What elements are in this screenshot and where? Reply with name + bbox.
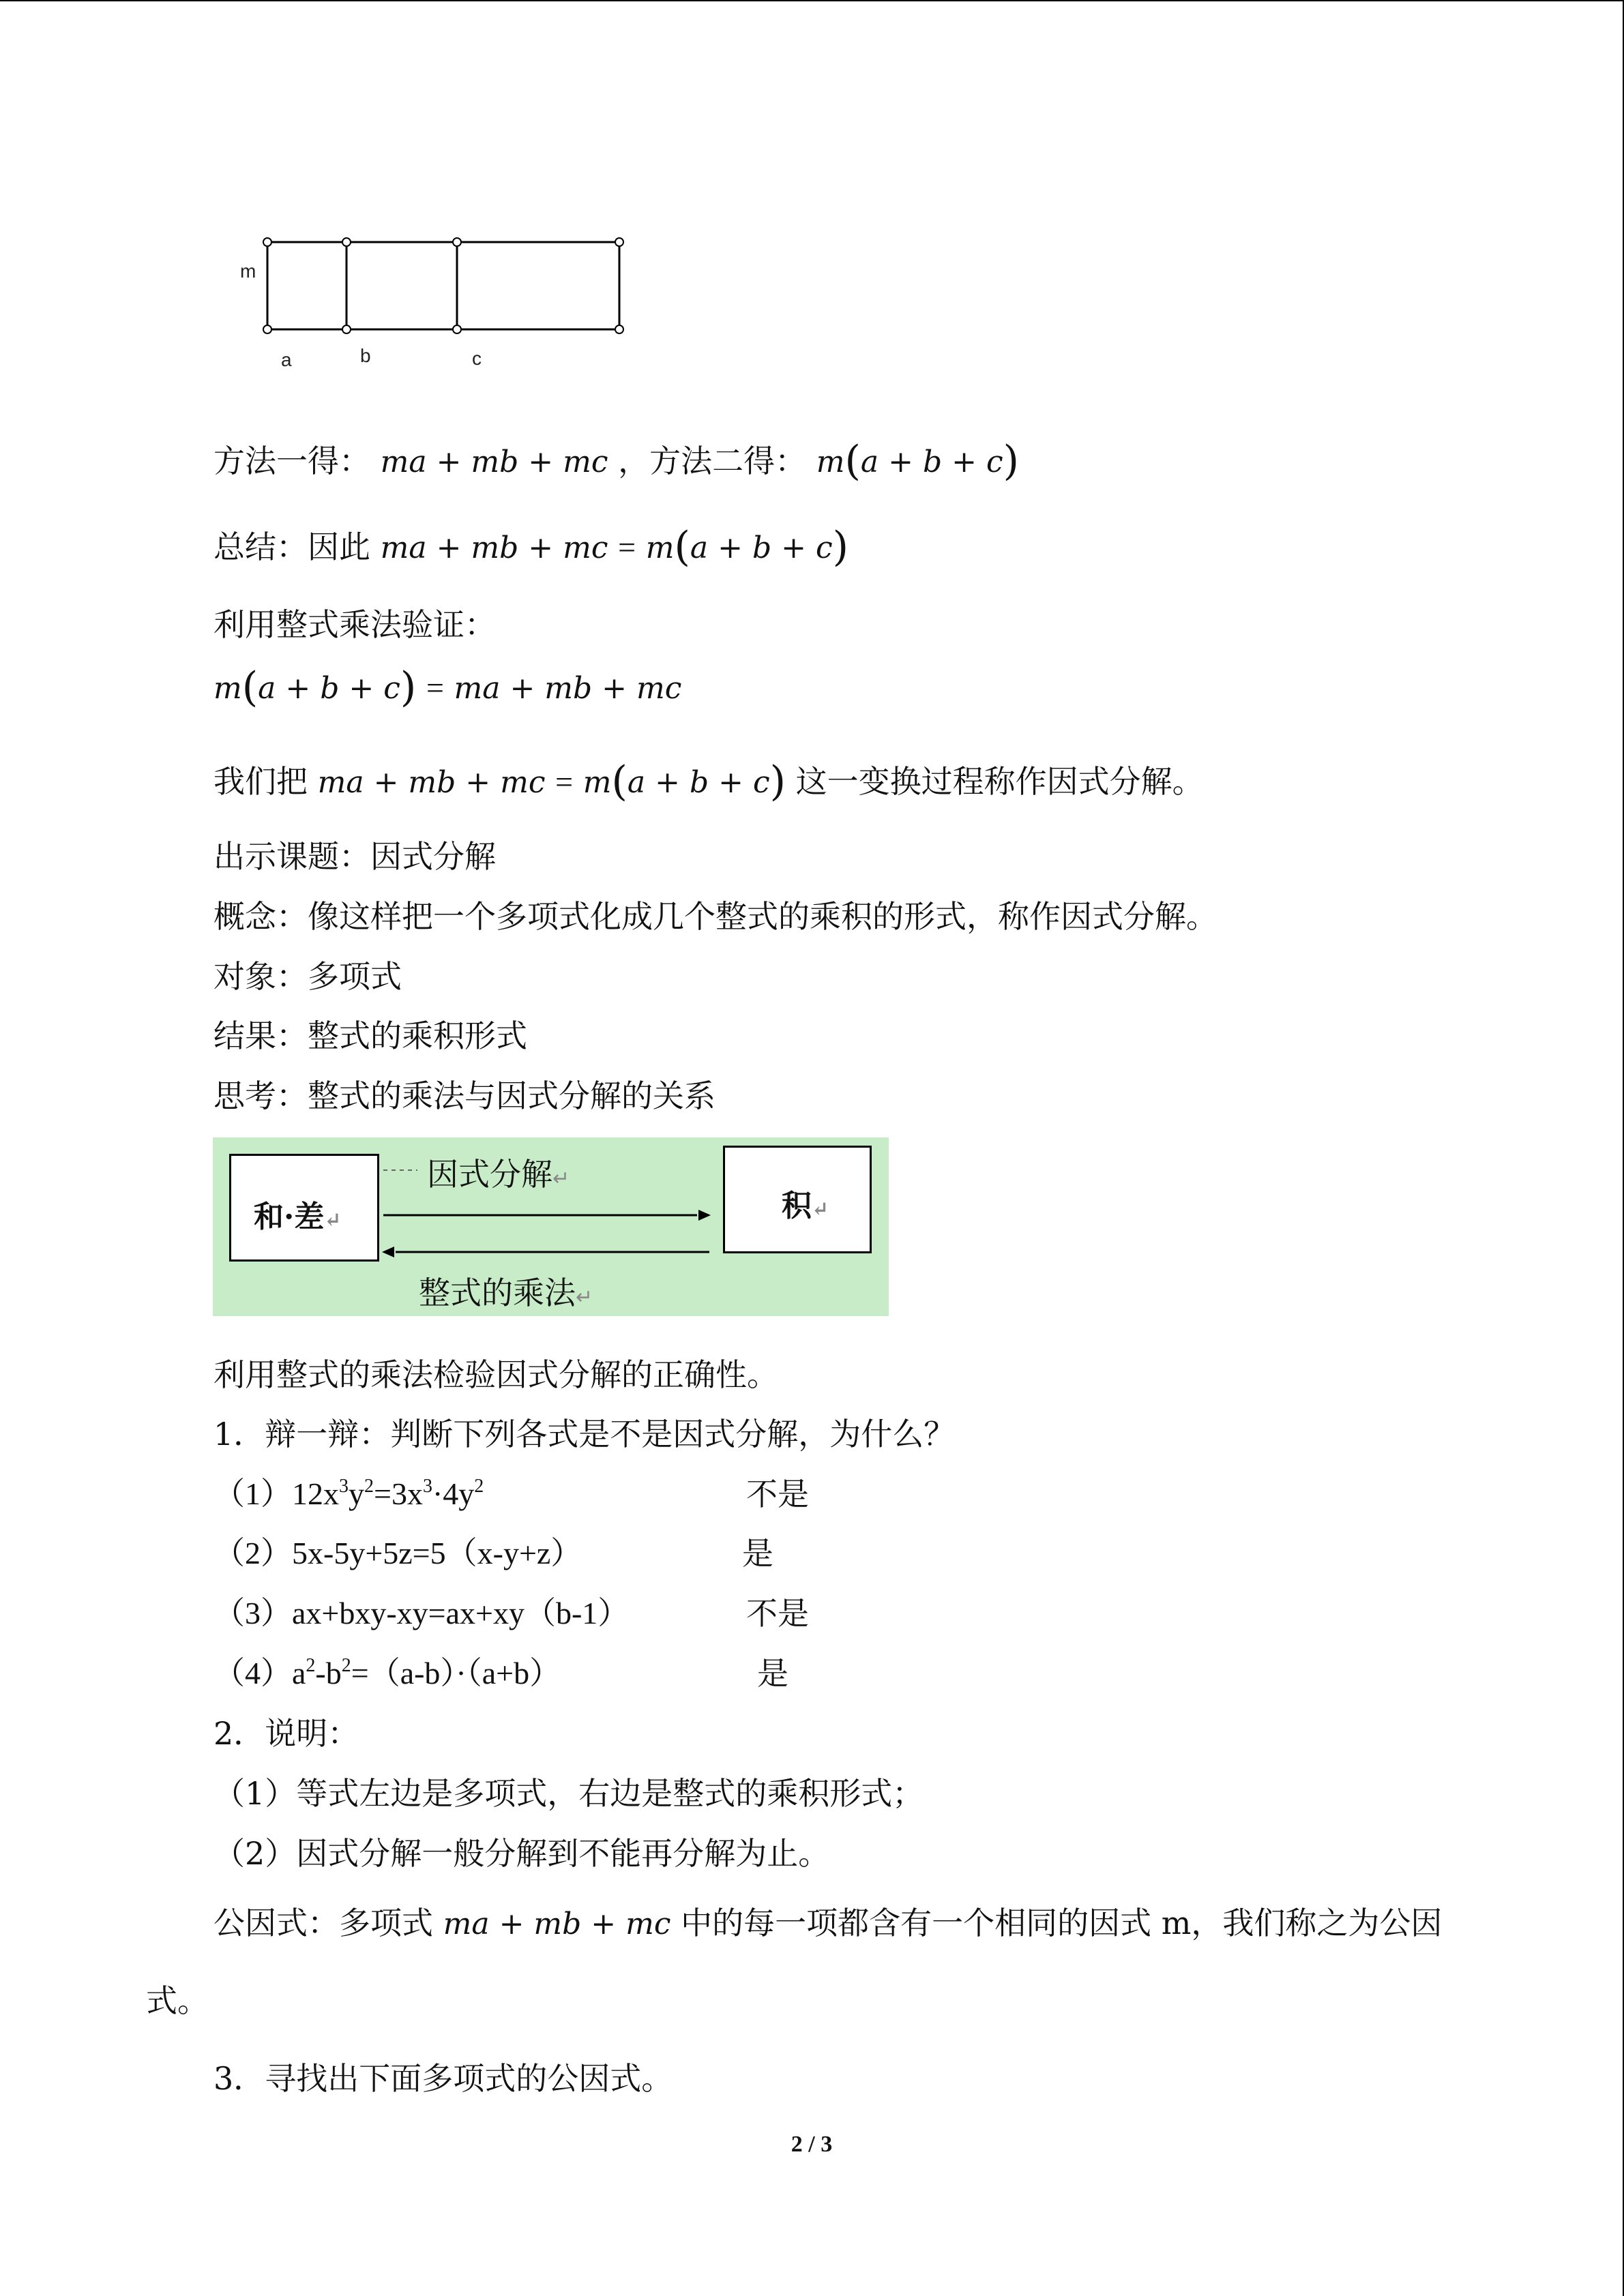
- rectangle-figure: [232, 225, 641, 382]
- q2-item-2: （2）因式分解一般分解到不能再分解为止。: [213, 1835, 830, 1872]
- q1-answer-3: 不是: [746, 1595, 809, 1632]
- transform-lhs: ma + mb + mc: [317, 765, 546, 800]
- verify-eq: =: [426, 670, 444, 705]
- summary-prefix: 总结：因此: [213, 528, 370, 565]
- common-factor-suffix: 中的每一项都含有一个相同的因式 m，我们称之为公因: [681, 1905, 1443, 1941]
- transform-prefix: 我们把: [213, 763, 308, 800]
- page-number: 2 / 3: [791, 2132, 833, 2157]
- q1-answer-2: 是: [742, 1535, 773, 1572]
- right-arrowhead: [698, 1210, 711, 1221]
- q2-item-1: （1）等式左边是多项式，右边是整式的乘积形式；: [213, 1775, 924, 1812]
- transform-line: [213, 758, 1204, 805]
- q1-item-1: $(1)12x^3y^2=3x^3\cdot 4y^2$: [213, 1476, 484, 1511]
- figure-label-m: m: [240, 260, 256, 282]
- check-line: 利用整式的乘法检验因式分解的正确性。: [213, 1356, 778, 1393]
- multiplication-label: 整式的乘法↵: [419, 1275, 593, 1311]
- summary-line: [213, 523, 849, 571]
- summary-eq: =: [618, 530, 636, 565]
- method-two-text: ，方法二得：: [618, 443, 807, 479]
- figure-label-b: b: [360, 345, 371, 366]
- verify-rhs: ma + mb + mc: [454, 671, 682, 706]
- object-line: 对象：多项式: [213, 958, 402, 995]
- concept-line: 概念：像这样把一个多项式化成几个整式的乘积的形式，称作因式分解。: [213, 898, 1217, 935]
- sum-difference-label: 和·差↵: [254, 1199, 342, 1234]
- result-line: 结果：整式的乘积形式: [213, 1017, 527, 1054]
- q1-title: 1．辩一辩：判断下列各式是不是因式分解，为什么？: [213, 1416, 956, 1452]
- method-two-expr: m(a + b + c): [816, 437, 1020, 485]
- figure-label-c: c: [472, 348, 482, 369]
- verify-lhs: m(a + b + c): [213, 664, 417, 711]
- q1-item-2: （2）5x-5y+5z=5（x-y+z）: [213, 1536, 582, 1570]
- transform-rhs: m(a + b + c): [582, 758, 786, 805]
- q1-item-3: （3）ax+bxy-xy=ax+xy（b-1）: [213, 1596, 630, 1630]
- figure-label-a: a: [281, 349, 292, 370]
- summary-lhs: ma + mb + mc: [380, 531, 608, 565]
- think-line: 思考：整式的乘法与因式分解的关系: [213, 1077, 715, 1114]
- common-factor-wrap: 式。: [146, 1982, 209, 2019]
- topic-line: 出示课题：因式分解: [213, 838, 496, 875]
- q2-title: 2．说明：: [213, 1715, 359, 1752]
- common-factor-expr: ma + mb + mc: [443, 1907, 671, 1941]
- method-one-expr: ma + mb + mc: [380, 445, 608, 479]
- product-label: 积↵: [782, 1189, 829, 1223]
- q1-item-4: $(4)a^2-b^2=(a-b)\cdot(a+b)$: [213, 1655, 561, 1690]
- common-factor-prefix: 公因式：多项式: [213, 1905, 433, 1941]
- verify-title: 利用整式乘法验证：: [213, 606, 496, 643]
- left-arrowhead: [382, 1247, 394, 1257]
- verify-equation: [213, 664, 682, 711]
- summary-rhs: m(a + b + c): [645, 523, 849, 571]
- transform-eq: =: [555, 764, 574, 799]
- relationship-diagram: [213, 1137, 889, 1316]
- method-line: [213, 437, 1020, 485]
- factorization-label: 因式分解↵: [427, 1157, 570, 1192]
- q1-answer-4: 是: [757, 1655, 788, 1692]
- q1-answer-1: 不是: [746, 1476, 809, 1512]
- q3-title: 3．寻找出下面多项式的公因式。: [213, 2060, 673, 2097]
- common-factor-line: [213, 1903, 1442, 1945]
- transform-suffix: 这一变换过程称作因式分解。: [795, 763, 1204, 800]
- method-one-text: 方法一得：: [213, 443, 370, 479]
